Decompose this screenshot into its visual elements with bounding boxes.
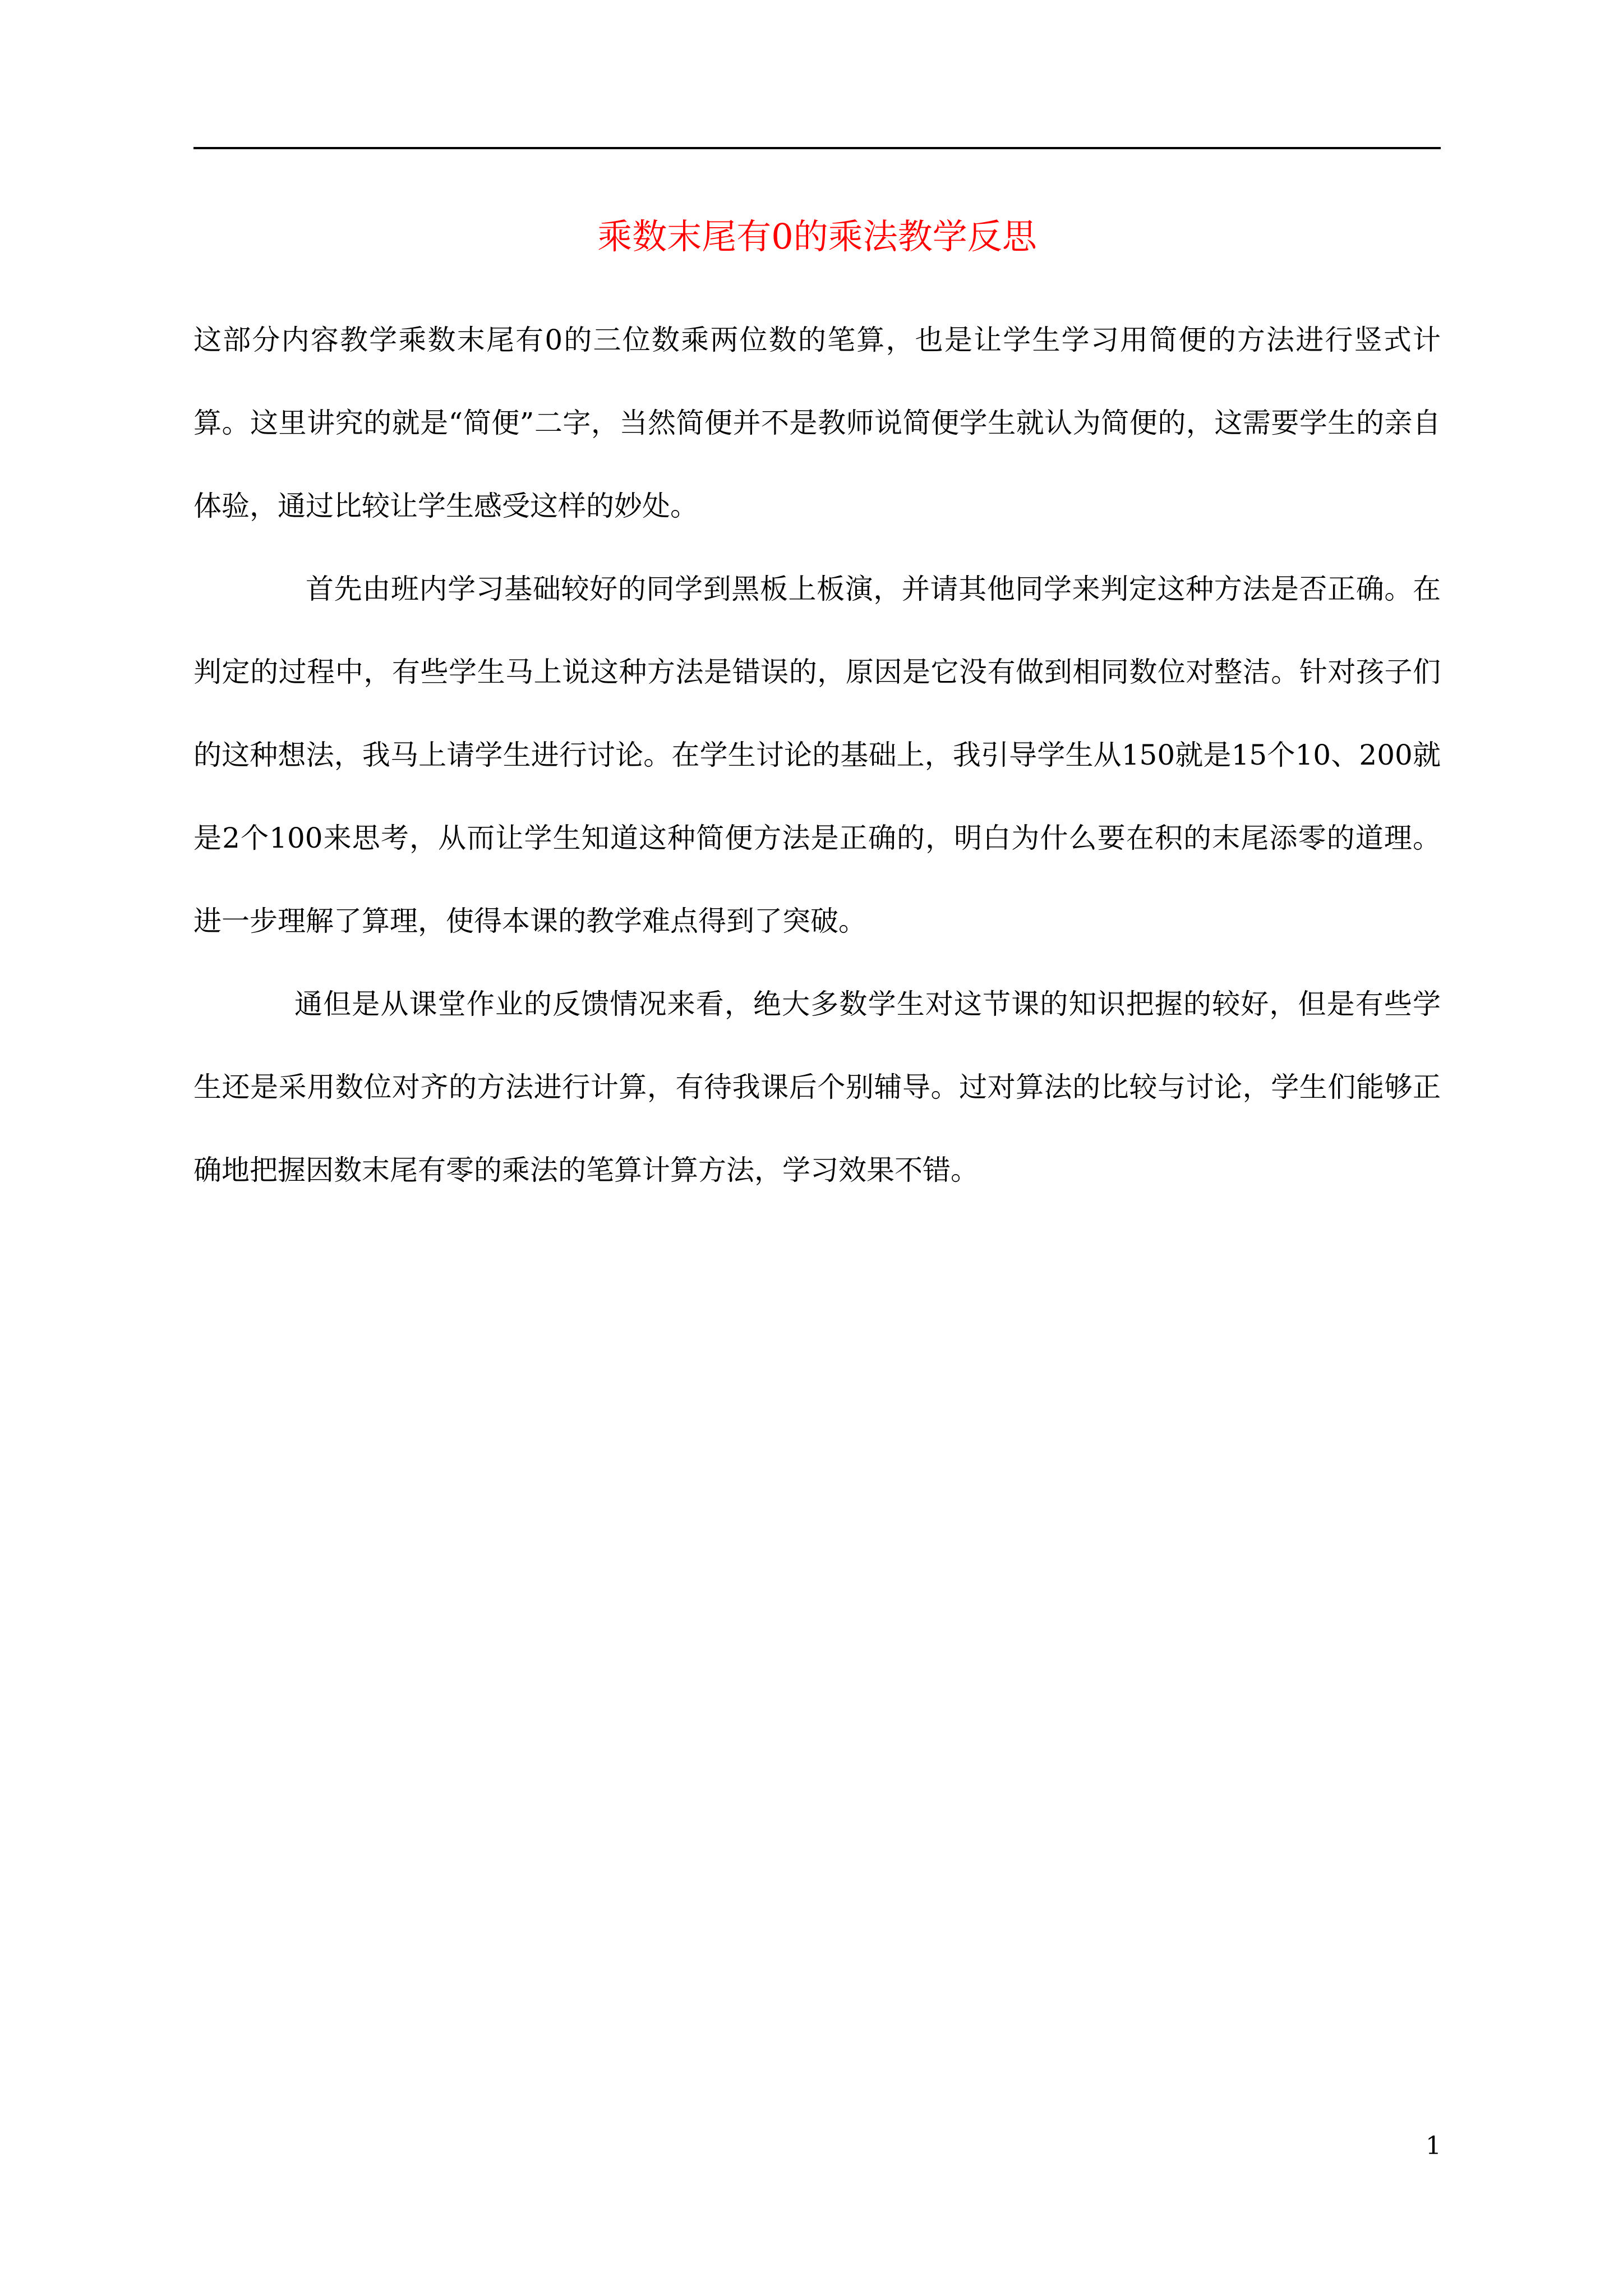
paragraph-1: 这部分内容教学乘数末尾有0的三位数乘两位数的笔算，也是让学生学习用简便的方法进行竖式计算。这里讲究的就是“简便”二字，当然简便并不是教师说简便学生就认为简便的，这需要学生的亲自体验，通过比较让学生感受这样的妙处。 [193,324,1441,522]
header-rule [193,147,1441,149]
page-number: 1 [1426,2132,1441,2160]
document-body [193,298,1441,1212]
paragraph-3: 通但是从课堂作业的反馈情况来看，绝大多数学生对这节课的知识把握的较好，但是有些学生还是采用数位对齐的方法进行计算，有待我课后个别辅导。过对算法的比较与讨论，学生们能够正确地把握因数末尾有零的乘法的笔算计算方法，学习效果不错。 [193,988,1441,1186]
document-title: 乘数末尾有0的乘法教学反思 [597,216,1037,257]
paragraph-2: 首先由班内学习基础较好的同学到黑板上板演，并请其他同学来判定这种方法是否正确。在判定的过程中，有些学生马上说这种方法是错误的，原因是它没有做到相同数位对整洁。针对孩子们的这种想法，我马上请学生进行讨论。在学生讨论的基础上，我引导学生从150就是15个10、200就是2个100来思考，从而让学生知道这种简便方法是正确的，明白为什么要在积的末尾添零的道理。进一步理解了算理，使得本课的教学难点得到了突破。 [193,573,1441,937]
